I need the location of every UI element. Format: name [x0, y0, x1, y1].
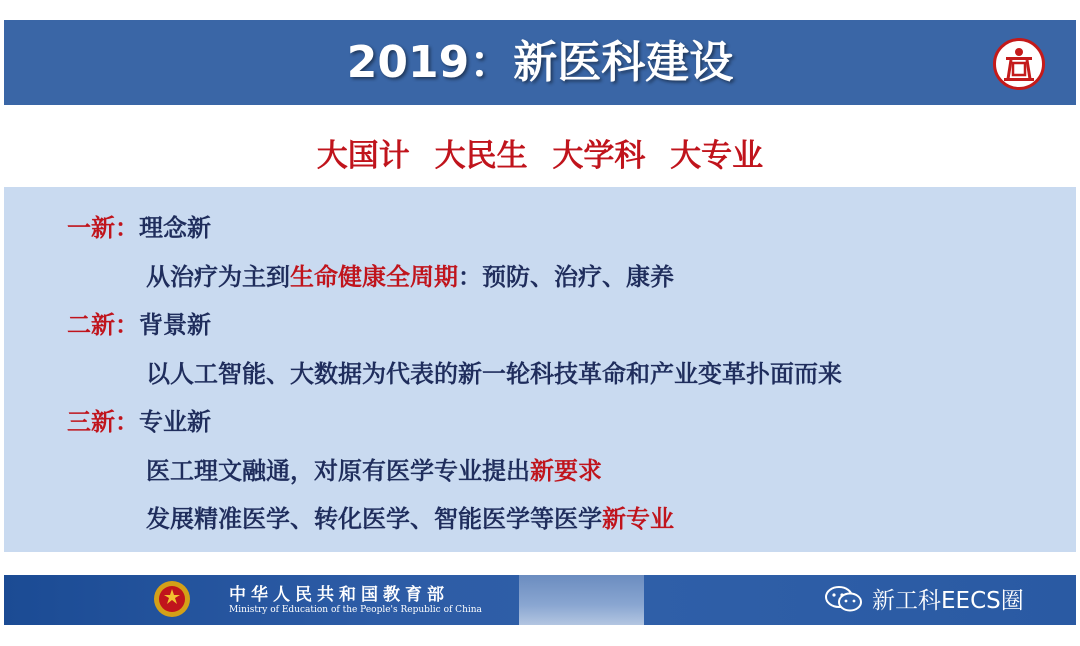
subtitle: 大国计 大民生 大学科 大专业: [316, 138, 764, 174]
item-3-heading: [67, 406, 211, 438]
page-title: 2019：新医科建设: [346, 37, 734, 88]
ministry-name-en: Ministry of Education of the People's Republic of China: [229, 605, 482, 615]
item-3-desc2-highlight: 新专业: [602, 505, 674, 533]
ministry-name-cn: 中华人民共和国教育部: [229, 585, 449, 605]
item-1-desc-suffix: ：预防、治疗、康养: [458, 263, 674, 291]
item-3-desc2-prefix: 发展精准医学、转化医学、智能医学等医学: [146, 505, 602, 533]
item-3-desc1-highlight: 新要求: [530, 457, 602, 485]
item-3-description-2: [146, 503, 674, 535]
red-circle-emblem-logo-icon: [993, 38, 1045, 90]
item-1-title: 理念新: [139, 214, 211, 242]
item-2-description: 以人工智能、大数据为代表的新一轮科技革命和产业变革扑面而来: [146, 360, 842, 388]
item-3-description-1: [146, 455, 602, 487]
title-bar: [4, 20, 1076, 105]
national-emblem-icon: [152, 579, 192, 619]
item-1-label: 一新：: [67, 214, 139, 242]
item-3-title: 专业新: [139, 408, 211, 436]
item-3-label: 三新：: [67, 408, 139, 436]
item-3-desc1-prefix: 医工理文融通，对原有医学专业提出: [146, 457, 530, 485]
wechat-icon: [824, 585, 864, 613]
item-1-heading: [67, 212, 211, 244]
watermark-text: 新工科EECS圈: [872, 588, 1024, 614]
building-image: [519, 575, 644, 625]
item-1-desc-highlight: 生命健康全周期: [290, 263, 458, 291]
item-2-heading: [67, 309, 211, 341]
item-2-label: 二新：: [67, 311, 139, 339]
item-1-desc-prefix: 从治疗为主到: [146, 263, 290, 291]
item-2-title: 背景新: [139, 311, 211, 339]
item-1-description: [146, 261, 674, 293]
